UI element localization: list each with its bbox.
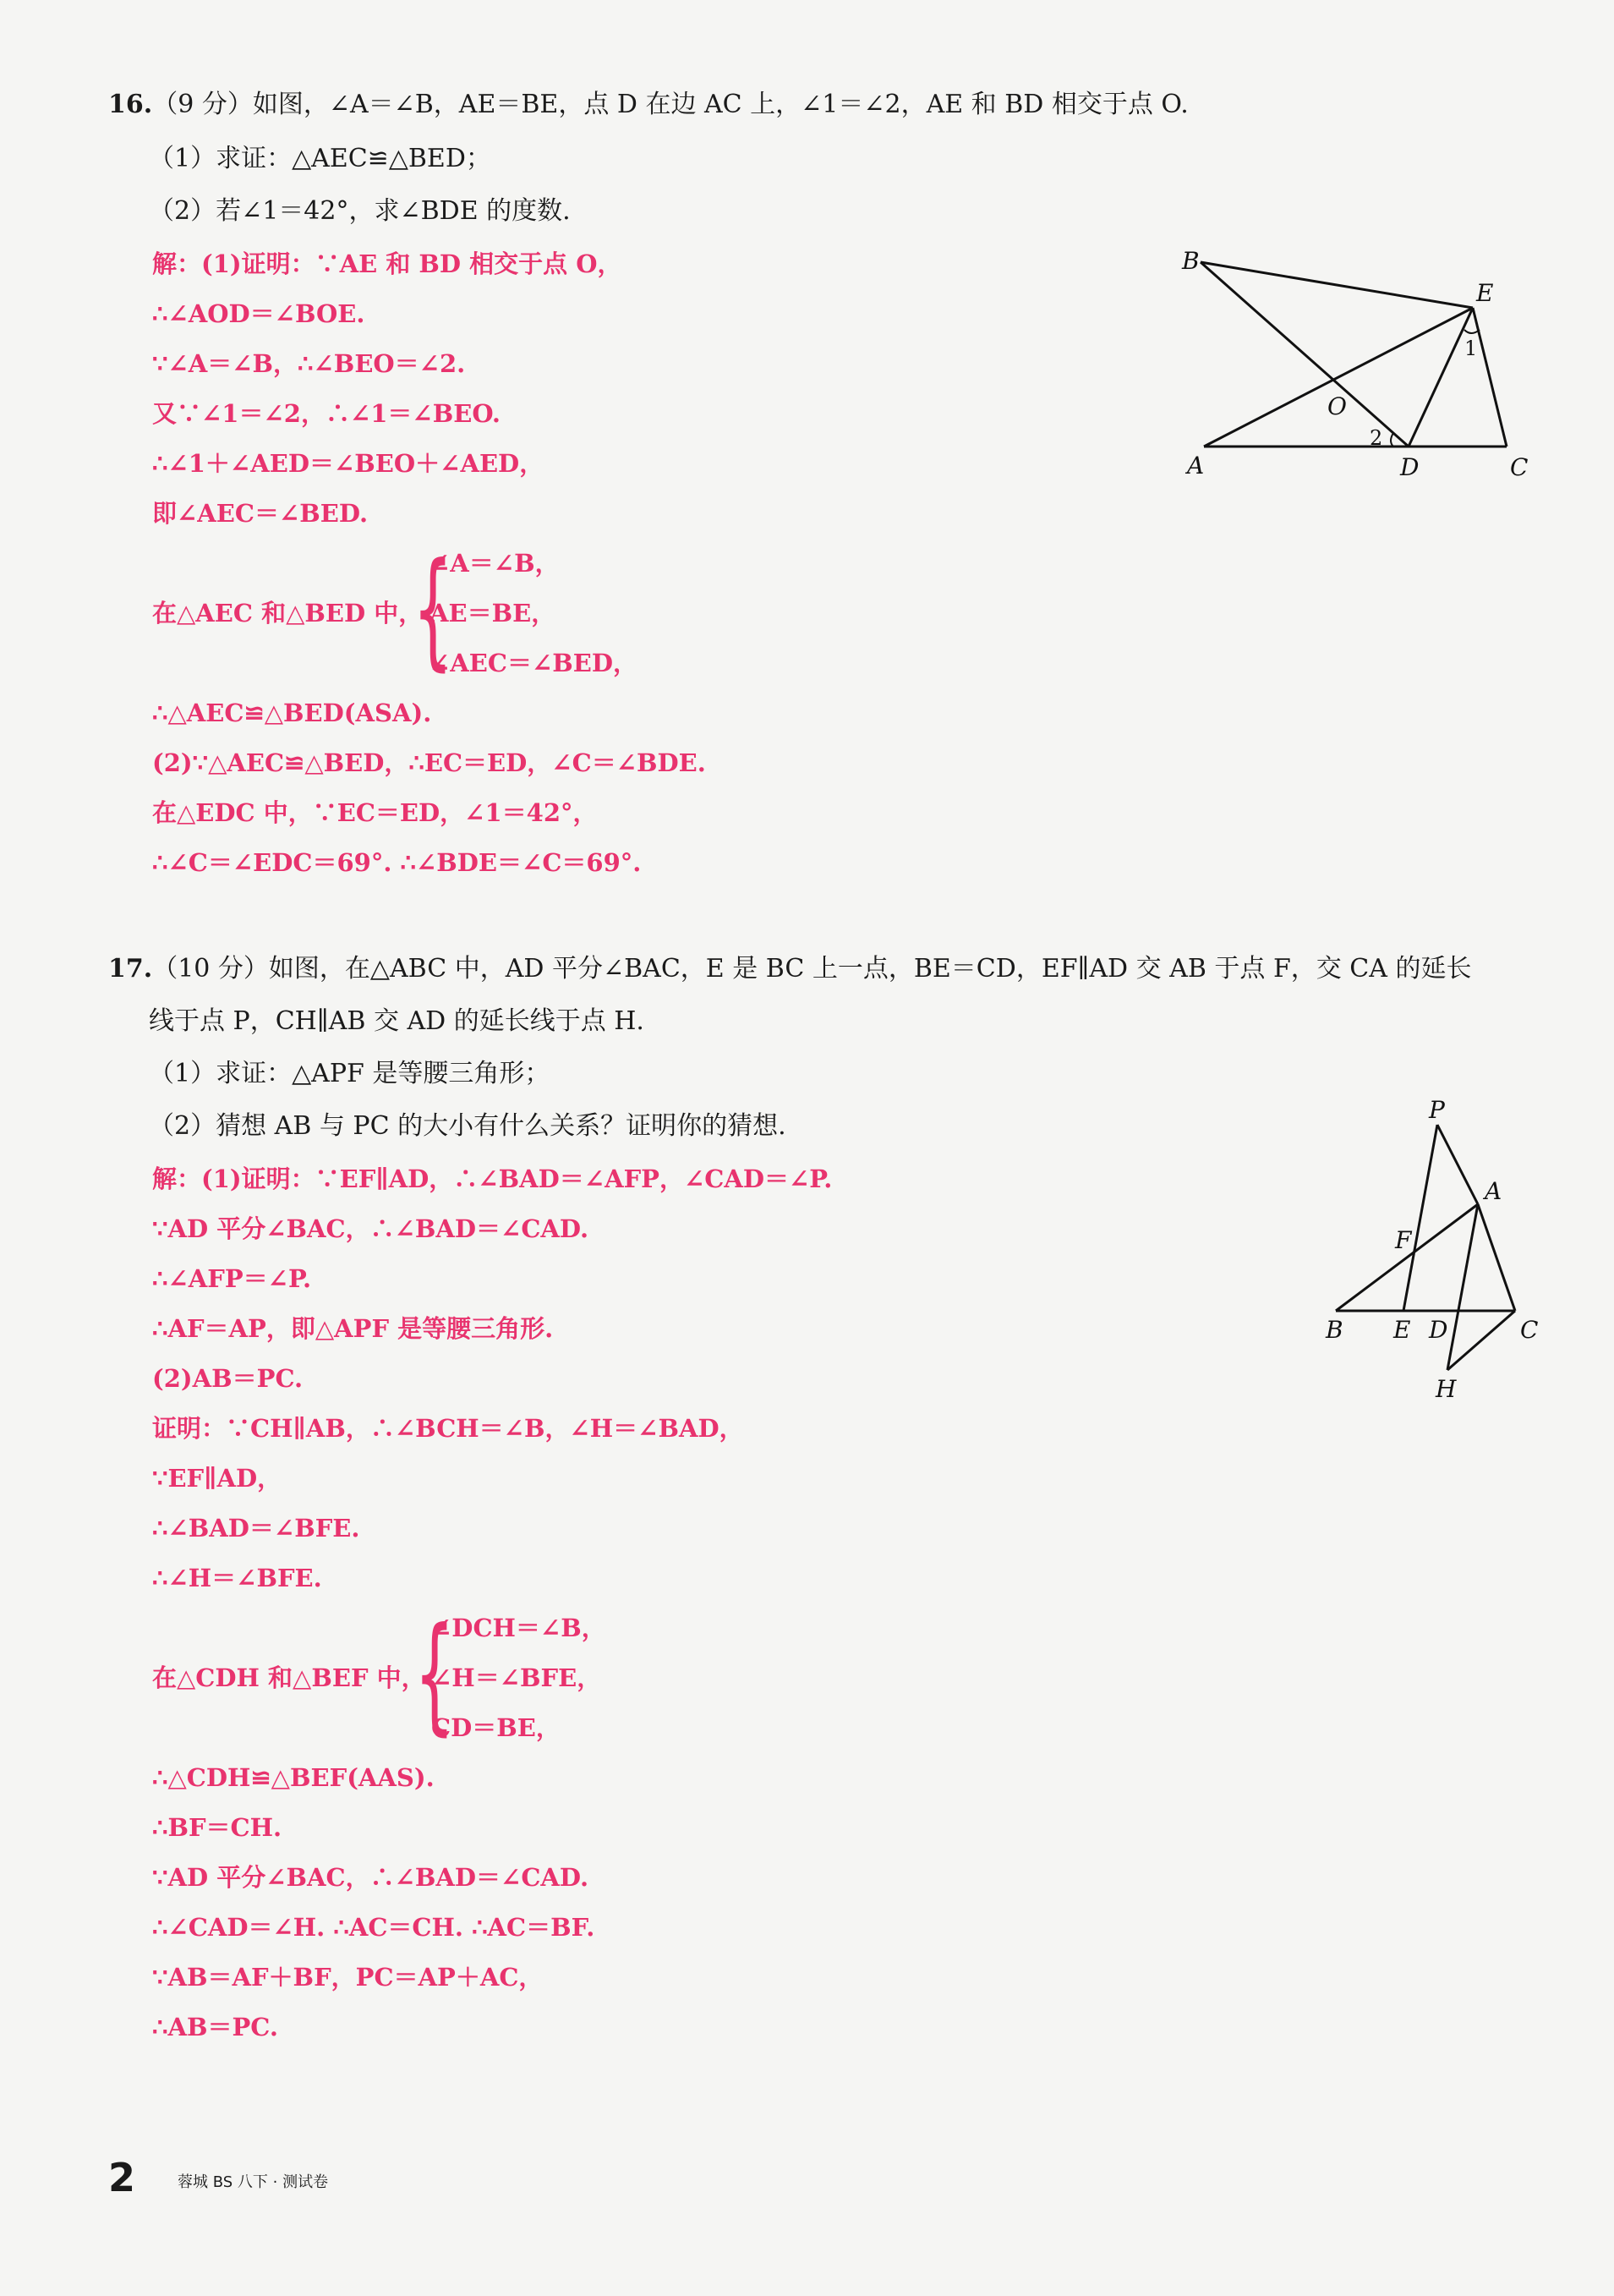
label-b: B bbox=[1326, 1316, 1343, 1344]
q16-stem: （9 分）如图，∠A＝∠B，AE＝BE，点 D 在边 AC 上，∠1＝∠2，AE 和 BD 相交于点 O. bbox=[152, 90, 1189, 119]
segment-ah bbox=[1447, 1204, 1478, 1370]
segment-bd bbox=[1201, 262, 1409, 447]
label-p: P bbox=[1429, 1096, 1445, 1124]
q17-stem-line bbox=[108, 952, 1471, 986]
q17-solution2-line: ∴△CDH≌△BEF(AAS). bbox=[152, 1763, 435, 1792]
q17-solution-line: ∴∠AFP＝∠P. bbox=[152, 1264, 312, 1293]
q16-solution2-line: (2)∵△AEC≌△BED，∴EC＝ED，∠C＝∠BDE. bbox=[152, 748, 706, 777]
q17-system-label: 在△CDH 和△BEF 中， bbox=[152, 1663, 426, 1692]
label-b: B bbox=[1182, 247, 1200, 275]
label-e: E bbox=[1476, 279, 1494, 307]
segment-pe bbox=[1403, 1125, 1437, 1311]
segment-be bbox=[1201, 262, 1473, 308]
label-angle-2: 2 bbox=[1370, 426, 1383, 450]
label-angle-1: 1 bbox=[1464, 337, 1478, 360]
q17-number: 17. bbox=[108, 954, 153, 984]
q16-solution-line: 解：(1)证明：∵AE 和 BD 相交于点 O， bbox=[152, 249, 622, 278]
angle-2-arc bbox=[1391, 433, 1393, 447]
q17-solution2-line: ∵AD 平分∠BAC，∴∠BAD＝∠CAD. bbox=[152, 1863, 589, 1892]
q17-system-line: CD＝BE， bbox=[431, 1713, 561, 1742]
q17-solution-line: (2)AB＝PC. bbox=[152, 1364, 304, 1393]
q16-system-label: 在△AEC 和△BED 中， bbox=[152, 599, 424, 627]
segment-ae bbox=[1204, 308, 1473, 447]
q16-system-line: AE＝BE， bbox=[429, 599, 556, 627]
q17-system-brace: { bbox=[414, 1601, 455, 1748]
q16-part1: （1）求证：△AEC≌△BED； bbox=[149, 144, 491, 173]
q17-figure bbox=[1319, 1096, 1564, 1421]
q16-system-line: ∠AEC＝∠BED， bbox=[429, 649, 638, 677]
q17-part2: （2）猜想 AB 与 PC 的大小有什么关系？证明你的猜想. bbox=[149, 1111, 786, 1141]
label-f: F bbox=[1395, 1226, 1412, 1254]
label-c: C bbox=[1520, 1316, 1539, 1344]
label-e: E bbox=[1393, 1316, 1411, 1344]
q17-system-line: ∠DCH＝∠B， bbox=[431, 1614, 606, 1642]
segment-ec bbox=[1473, 308, 1507, 447]
q16-solution-line: ∴∠1＋∠AED＝∠BEO＋∠AED， bbox=[152, 449, 544, 478]
q17-solution2-line: ∴∠CAD＝∠H. ∴AC＝CH. ∴AC＝BF. bbox=[152, 1913, 595, 1942]
label-d: D bbox=[1429, 1316, 1448, 1344]
footer-text: 蓉城 BS 八下 · 测试卷 bbox=[178, 2173, 329, 2191]
q16-solution-line: ∴∠AOD＝∠BOE. bbox=[152, 299, 365, 328]
q17-solution-line: ∴∠H＝∠BFE. bbox=[152, 1564, 322, 1592]
q17-solution-line: ∵AD 平分∠BAC，∴∠BAD＝∠CAD. bbox=[152, 1214, 589, 1243]
q17-solution2-line: ∵AB＝AF＋BF，PC＝AP＋AC， bbox=[152, 1963, 544, 1992]
q17-stem2: 线于点 P，CH∥AB 交 AD 的延长线于点 H. bbox=[149, 1006, 644, 1036]
label-d: D bbox=[1400, 453, 1420, 481]
q17-solution-line: ∴AF＝AP，即△APF 是等腰三角形. bbox=[152, 1314, 554, 1343]
q16-solution-line: ∵∠A＝∠B，∴∠BEO＝∠2. bbox=[152, 349, 466, 378]
q16-figure bbox=[1182, 237, 1556, 499]
q17-stem1: （10 分）如图，在△ABC 中，AD 平分∠BAC，E 是 BC 上一点，BE＝CD，EF∥AD 交 AB 于点 F，交 CA 的延长 bbox=[152, 954, 1472, 984]
segment-pa bbox=[1437, 1125, 1478, 1204]
q16-solution2-line: ∴△AEC≌△BED(ASA). bbox=[152, 699, 432, 727]
q16-solution-line: 又∵∠1＝∠2，∴∠1＝∠BEO. bbox=[152, 399, 501, 428]
segment-ed bbox=[1409, 308, 1473, 447]
page-number: 2 bbox=[108, 2155, 136, 2200]
label-a: A bbox=[1187, 452, 1205, 479]
label-h: H bbox=[1436, 1375, 1457, 1403]
q17-solution-line: 解：(1)证明：∵EF∥AD，∴∠BAD＝∠AFP，∠CAD＝∠P. bbox=[152, 1164, 833, 1193]
q17-solution2-line: ∴BF＝CH. bbox=[152, 1813, 282, 1842]
q16-system-line: ∠A＝∠B， bbox=[429, 549, 560, 578]
q17-solution-line: ∵EF∥AD， bbox=[152, 1464, 282, 1493]
label-a: A bbox=[1485, 1177, 1502, 1205]
q17-solution-line: 证明：∵CH∥AB，∴∠BCH＝∠B，∠H＝∠BAD， bbox=[152, 1414, 744, 1443]
label-c: C bbox=[1510, 453, 1529, 481]
q16-solution2-line: ∴∠C＝∠EDC＝69°. ∴∠BDE＝∠C＝69°. bbox=[152, 848, 642, 877]
segment-ac bbox=[1478, 1204, 1515, 1311]
label-o: O bbox=[1327, 392, 1347, 420]
q16-part2: （2）若∠1＝42°，求∠BDE 的度数. bbox=[149, 196, 571, 226]
q17-part1: （1）求证：△APF 是等腰三角形； bbox=[149, 1059, 550, 1088]
q16-solution-line: 即∠AEC＝∠BED. bbox=[152, 499, 369, 528]
q17-system-line: ∠H＝∠BFE， bbox=[431, 1663, 602, 1692]
q16-system-brace: { bbox=[413, 536, 453, 683]
q17-solution2-line: ∴AB＝PC. bbox=[152, 2013, 278, 2041]
q16-number: 16. bbox=[108, 90, 153, 119]
q16-solution2-line: 在△EDC 中，∵EC＝ED，∠1＝42°， bbox=[152, 798, 598, 827]
q17-solution-line: ∴∠BAD＝∠BFE. bbox=[152, 1514, 360, 1543]
q16-stem-line bbox=[108, 88, 1189, 122]
